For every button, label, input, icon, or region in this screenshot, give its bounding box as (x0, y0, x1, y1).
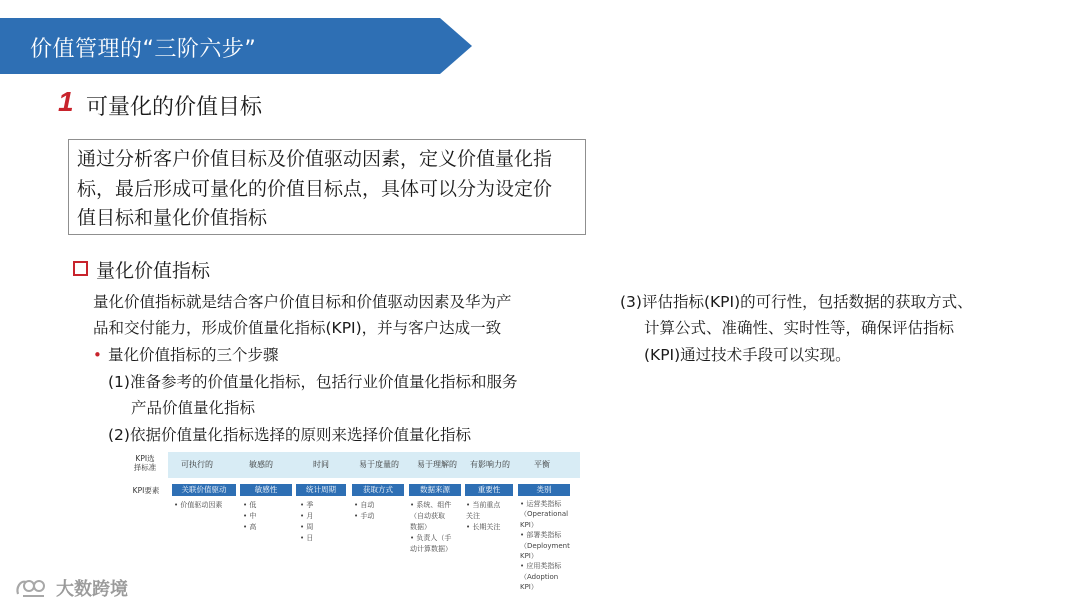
intro-line: 量化价值指标就是结合客户价值目标和价值驱动因素及华为产 (93, 293, 512, 311)
element-items: • 自动 • 手动 (354, 501, 375, 520)
section-title: 可量化的价值目标 (86, 95, 263, 120)
watermark (14, 575, 128, 601)
summary-line: 值目标和量化价值指标 (77, 207, 268, 229)
subsection-heading: 量化价值指标 (96, 260, 211, 282)
dot-bullet-icon: • (93, 346, 102, 364)
element-items: • 价值驱动因素 (174, 501, 223, 509)
element-bar: 重要性 (465, 484, 513, 496)
step-line: (1)准备参考的价值量化指标，包括行业价值量化指标和服务 (108, 373, 518, 391)
element-items: • 季 • 月 • 周 • 日 (300, 501, 314, 542)
dashuju-logo-icon (14, 576, 50, 600)
criteria-row-label: KPI选 择标准 (133, 454, 157, 472)
criteria-cell: 敏感的 (249, 460, 273, 469)
elements-row-label: KPI要素 (132, 486, 160, 495)
element-items: • 系统、组件 （自动获取 数据） • 负责人（手 动计算数据） (410, 501, 452, 553)
criteria-cell: 易于度量的 (359, 460, 399, 469)
right-column-line: (KPI)通过技术手段可以实现。 (644, 346, 851, 364)
element-items: • 运营类指标 （Operational KPI） • 部署类指标 （Deployment KPI） • 应用类指标 （Adoption KPI） (520, 500, 570, 592)
criteria-cell: 平衡 (534, 460, 550, 469)
element-items: • 当前重点 关注 • 长期关注 (466, 501, 501, 531)
watermark-text: 大数跨境 (56, 579, 128, 600)
criteria-cell: 时间 (313, 460, 329, 469)
summary-line: 标，最后形成可量化的价值目标点，具体可以分为设定价 (77, 177, 553, 200)
element-bar: 数据来源 (409, 484, 461, 496)
step-line: (2)依据价值量化指标选择的原则来选择价值量化指标 (108, 426, 471, 444)
element-items: • 低 • 中 • 高 (243, 501, 257, 531)
step-line: 产品价值量化指标 (131, 399, 256, 417)
title-banner (0, 18, 472, 74)
element-bar: 获取方式 (352, 484, 404, 496)
intro-line: 品和交付能力，形成价值量化指标(KPI)，并与客户达成一致 (93, 319, 502, 337)
square-bullet-icon (73, 261, 88, 276)
summary-box (68, 139, 586, 235)
element-bar: 敏感性 (240, 484, 292, 496)
element-bar: 类别 (518, 484, 570, 496)
element-bar: 关联价值驱动 (172, 484, 236, 496)
element-bar: 统计周期 (296, 484, 346, 496)
criteria-cell: 可执行的 (181, 460, 213, 469)
summary-line: 通过分析客户价值目标及价值驱动因素，定义价值量化指 (77, 148, 553, 170)
right-column-line: 计算公式、准确性、实时性等，确保评估指标 (644, 319, 955, 337)
bullet-title: 量化价值指标的三个步骤 (108, 346, 279, 364)
criteria-cell: 有影响力的 (470, 460, 510, 469)
page-title: 价值管理的“三阶六步” (30, 37, 257, 62)
right-column-line: (3)评估指标(KPI)的可行性，包括数据的获取方式、 (620, 293, 973, 311)
section-number: 1 (58, 86, 74, 117)
kpi-selection-table (122, 450, 580, 595)
criteria-cell: 易于理解的 (417, 460, 457, 469)
